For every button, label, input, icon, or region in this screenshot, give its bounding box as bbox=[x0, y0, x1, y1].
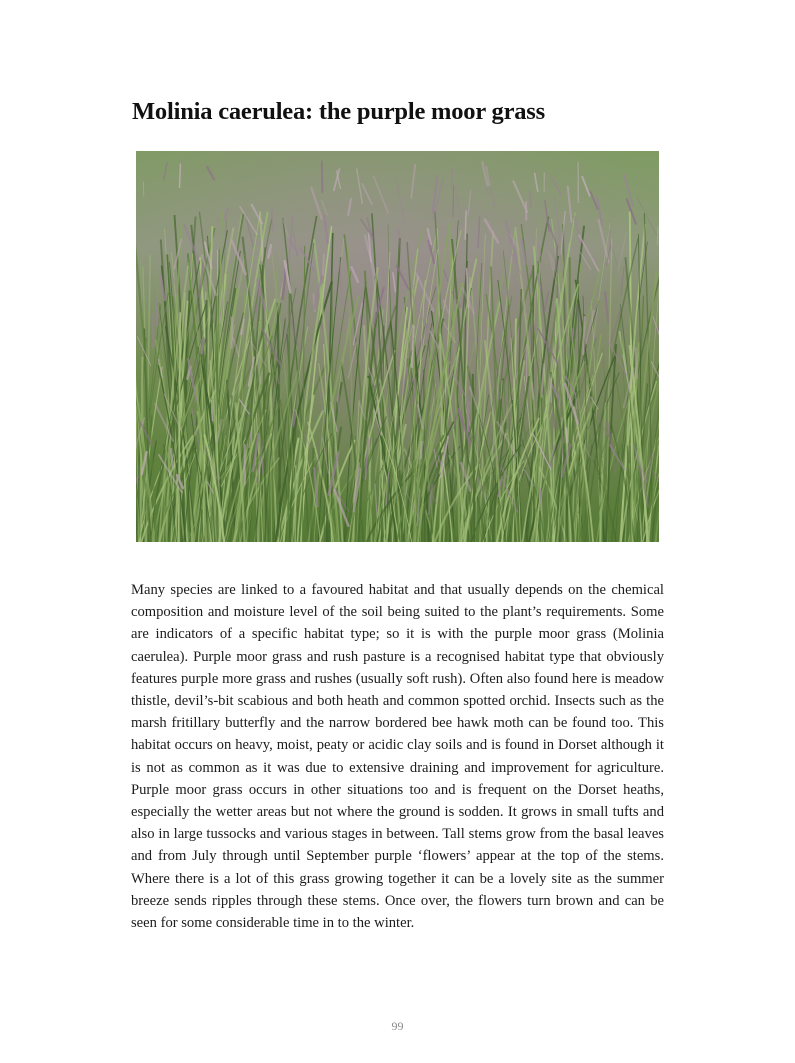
grass-blade bbox=[295, 465, 296, 542]
seed-head bbox=[272, 208, 273, 231]
seed-head bbox=[551, 379, 552, 402]
seed-head bbox=[180, 164, 181, 187]
seed-head bbox=[562, 417, 563, 461]
seed-head bbox=[453, 186, 454, 217]
seed-head bbox=[139, 466, 140, 506]
seed-head bbox=[323, 254, 324, 274]
grass-photo bbox=[136, 151, 659, 542]
body-paragraph: Many species are linked to a favoured habitat and that usually depends on the chemical composition and moisture level of the soil being suited to the plant’s requirements. Some are indicators of a specific habitat type; so it is with the purple moor grass (Molinia caerulea). Purple moor grass and rush pasture is a recognised habitat type that obviously features purple more grass and rushes (usually soft rush). Often also found here is meadow thistle, devil’s-bit scabious and both heath and common spotted orchid. Insects such as the marsh fritillary butterfly and the narrow bordered bee hawk moth can be found too. This habitat occurs on heavy, moist, peaty or acidic clay soils and is found in Dorset although it is not as common as it was due to extensive draining and improvement for agriculture. Purple moor grass occurs in other situations too and is frequent on the Dorset heaths, especially the wetter areas but not where the ground is sodden. It grows in small tufts and also in large tussocks and various stages in between. Tall stems grow from the basal leaves and from July through until September purple ‘flowers’ appear at the top of the stems. Where there is a lot of this grass growing together it can be a lovely site as the summer breeze sends ripples through these stems. Once over, the flowers turn brown and can be seen for some considerable time in to the winter. bbox=[131, 582, 664, 932]
seed-head bbox=[566, 428, 567, 442]
seed-head bbox=[583, 317, 584, 354]
seed-head bbox=[293, 412, 295, 426]
seed-head bbox=[322, 161, 323, 192]
seed-head bbox=[451, 169, 452, 188]
seed-head bbox=[262, 242, 263, 261]
seed-head bbox=[572, 328, 573, 342]
page-title: Molinia caerulea: the purple moor grass bbox=[132, 98, 545, 125]
seed-head bbox=[636, 348, 637, 378]
seed-head bbox=[556, 248, 557, 269]
seed-head bbox=[212, 401, 213, 421]
seed-head bbox=[468, 402, 469, 431]
seed-head bbox=[421, 442, 423, 458]
seed-head bbox=[465, 211, 466, 239]
seed-head bbox=[530, 192, 531, 207]
seed-head bbox=[262, 461, 263, 473]
seed-head bbox=[576, 394, 577, 409]
page-number: 99 bbox=[391, 1019, 404, 1033]
seed-head bbox=[157, 299, 158, 325]
seed-head bbox=[414, 378, 415, 402]
grass-illustration bbox=[136, 151, 659, 542]
